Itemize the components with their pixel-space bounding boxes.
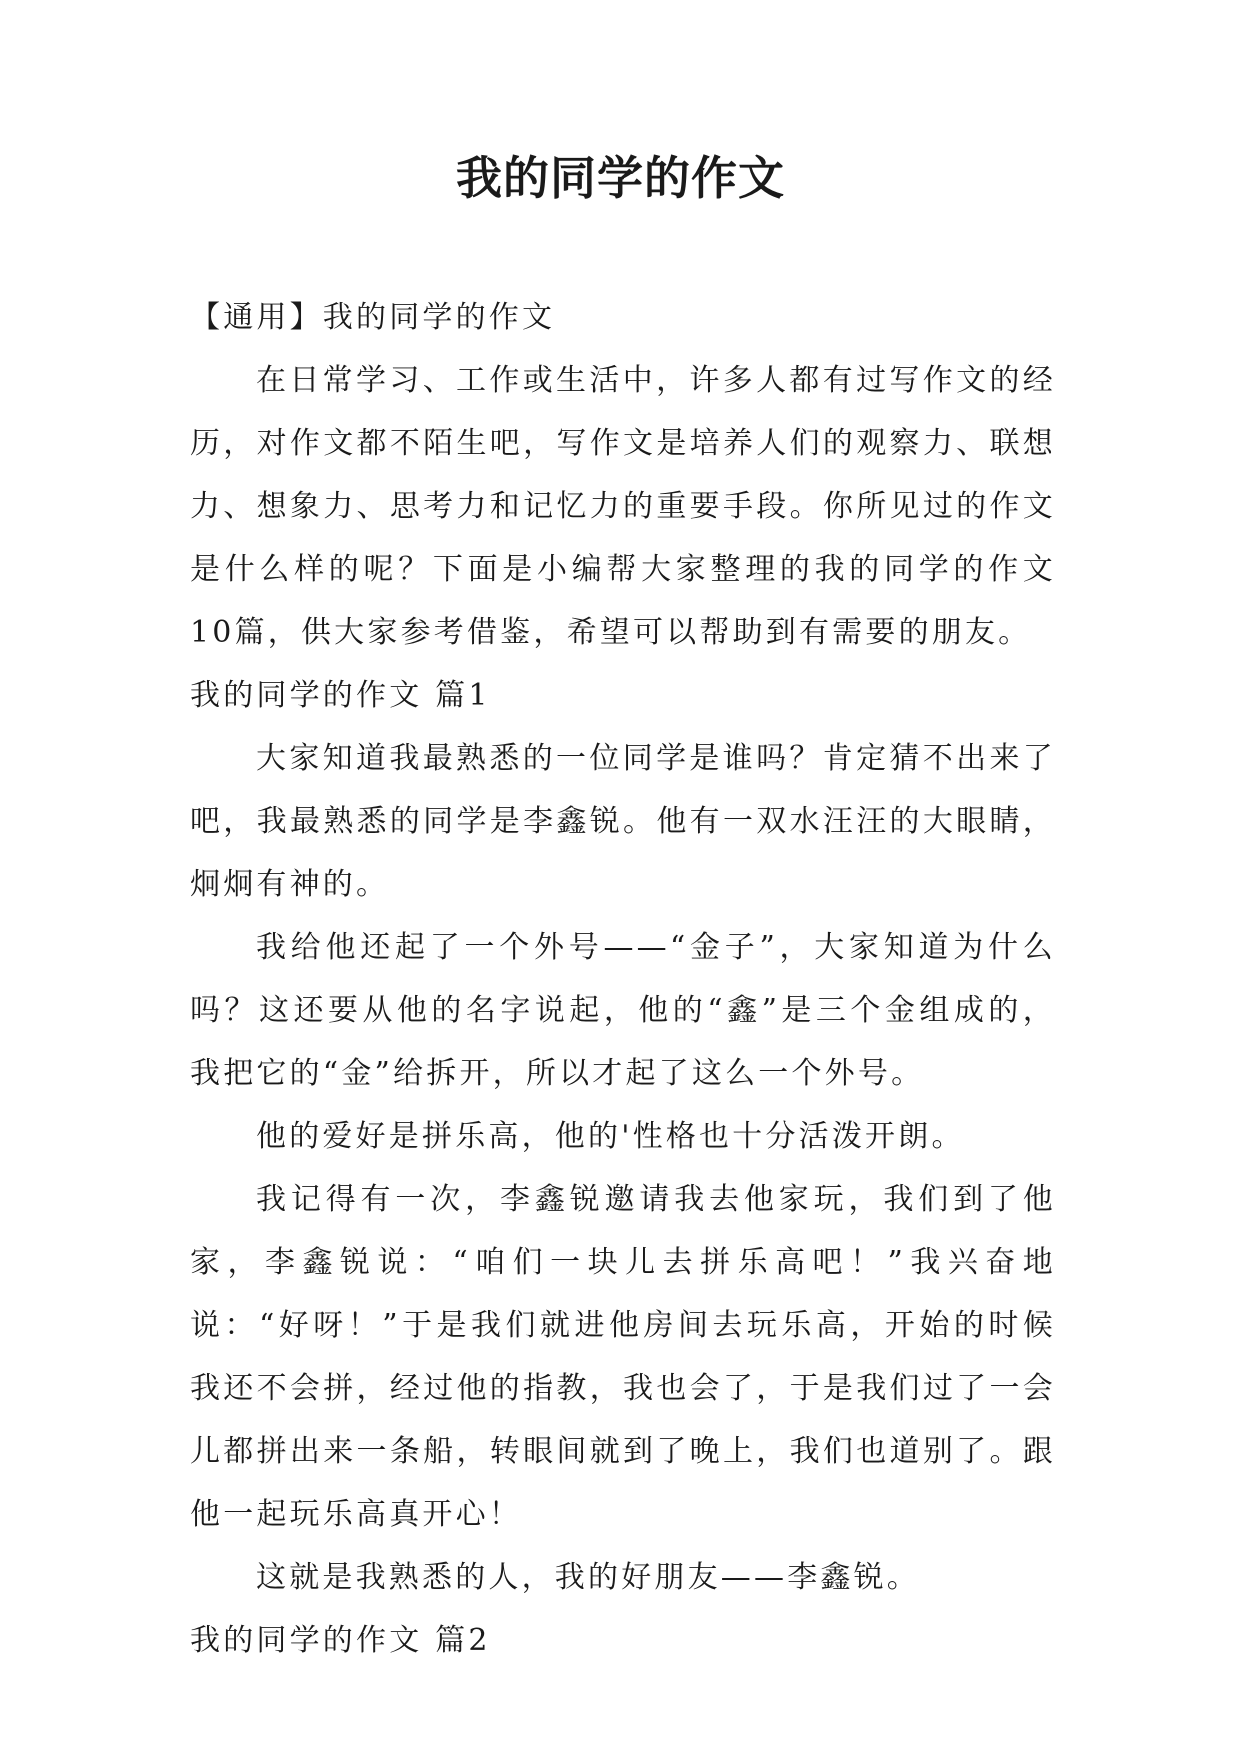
section1-paragraph-5: 这就是我熟悉的人，我的好朋友——李鑫锐。 — [256, 1560, 920, 1595]
section-heading-1: 我的同学的作文 篇1 — [190, 678, 491, 713]
section1-paragraph-4: 我记得有一次，李鑫锐邀请我去他家玩，我们到了他家，李鑫锐说：“咱们一块儿去拼乐高吧！”我兴奋地说：“好呀！”于是我们就进他房间去玩乐高，开始的时候我还不会拼，经过他的指教，我也会了，于是我们过了一会儿都拼出来一条船，转眼间就到了晚上，我们也道别了。跟他一起玩乐高真开心！ — [190, 1182, 1056, 1532]
document-subtitle: 【通用】我的同学的作文 — [190, 300, 556, 335]
document-title: 我的同学的作文 — [456, 151, 785, 205]
intro-paragraph: 在日常学习、工作或生活中，许多人都有过写作文的经历，对作文都不陌生吧，写作文是培养人们的观察力、联想力、想象力、思考力和记忆力的重要手段。你所见过的作文是什么样的呢？下面是小编帮大家整理的我的同学的作文10篇，供大家参考借鉴，希望可以帮助到有需要的朋友。 — [190, 363, 1056, 650]
section1-paragraph-1: 大家知道我最熟悉的一位同学是谁吗？肯定猜不出来了吧，我最熟悉的同学是李鑫锐。他有一双水汪汪的大眼睛，炯炯有神的。 — [190, 741, 1056, 902]
section1-paragraph-2: 我给他还起了一个外号——“金子”，大家知道为什么吗？这还要从他的名字说起，他的“鑫”是三个金组成的，我把它的“金”给拆开，所以才起了这么一个外号。 — [190, 930, 1056, 1091]
document-body — [190, 286, 1056, 1672]
section1-paragraph-3: 他的爱好是拼乐高，他的'性格也十分活泼开朗。 — [256, 1119, 965, 1154]
section-heading-2: 我的同学的作文 篇2 — [190, 1623, 491, 1658]
